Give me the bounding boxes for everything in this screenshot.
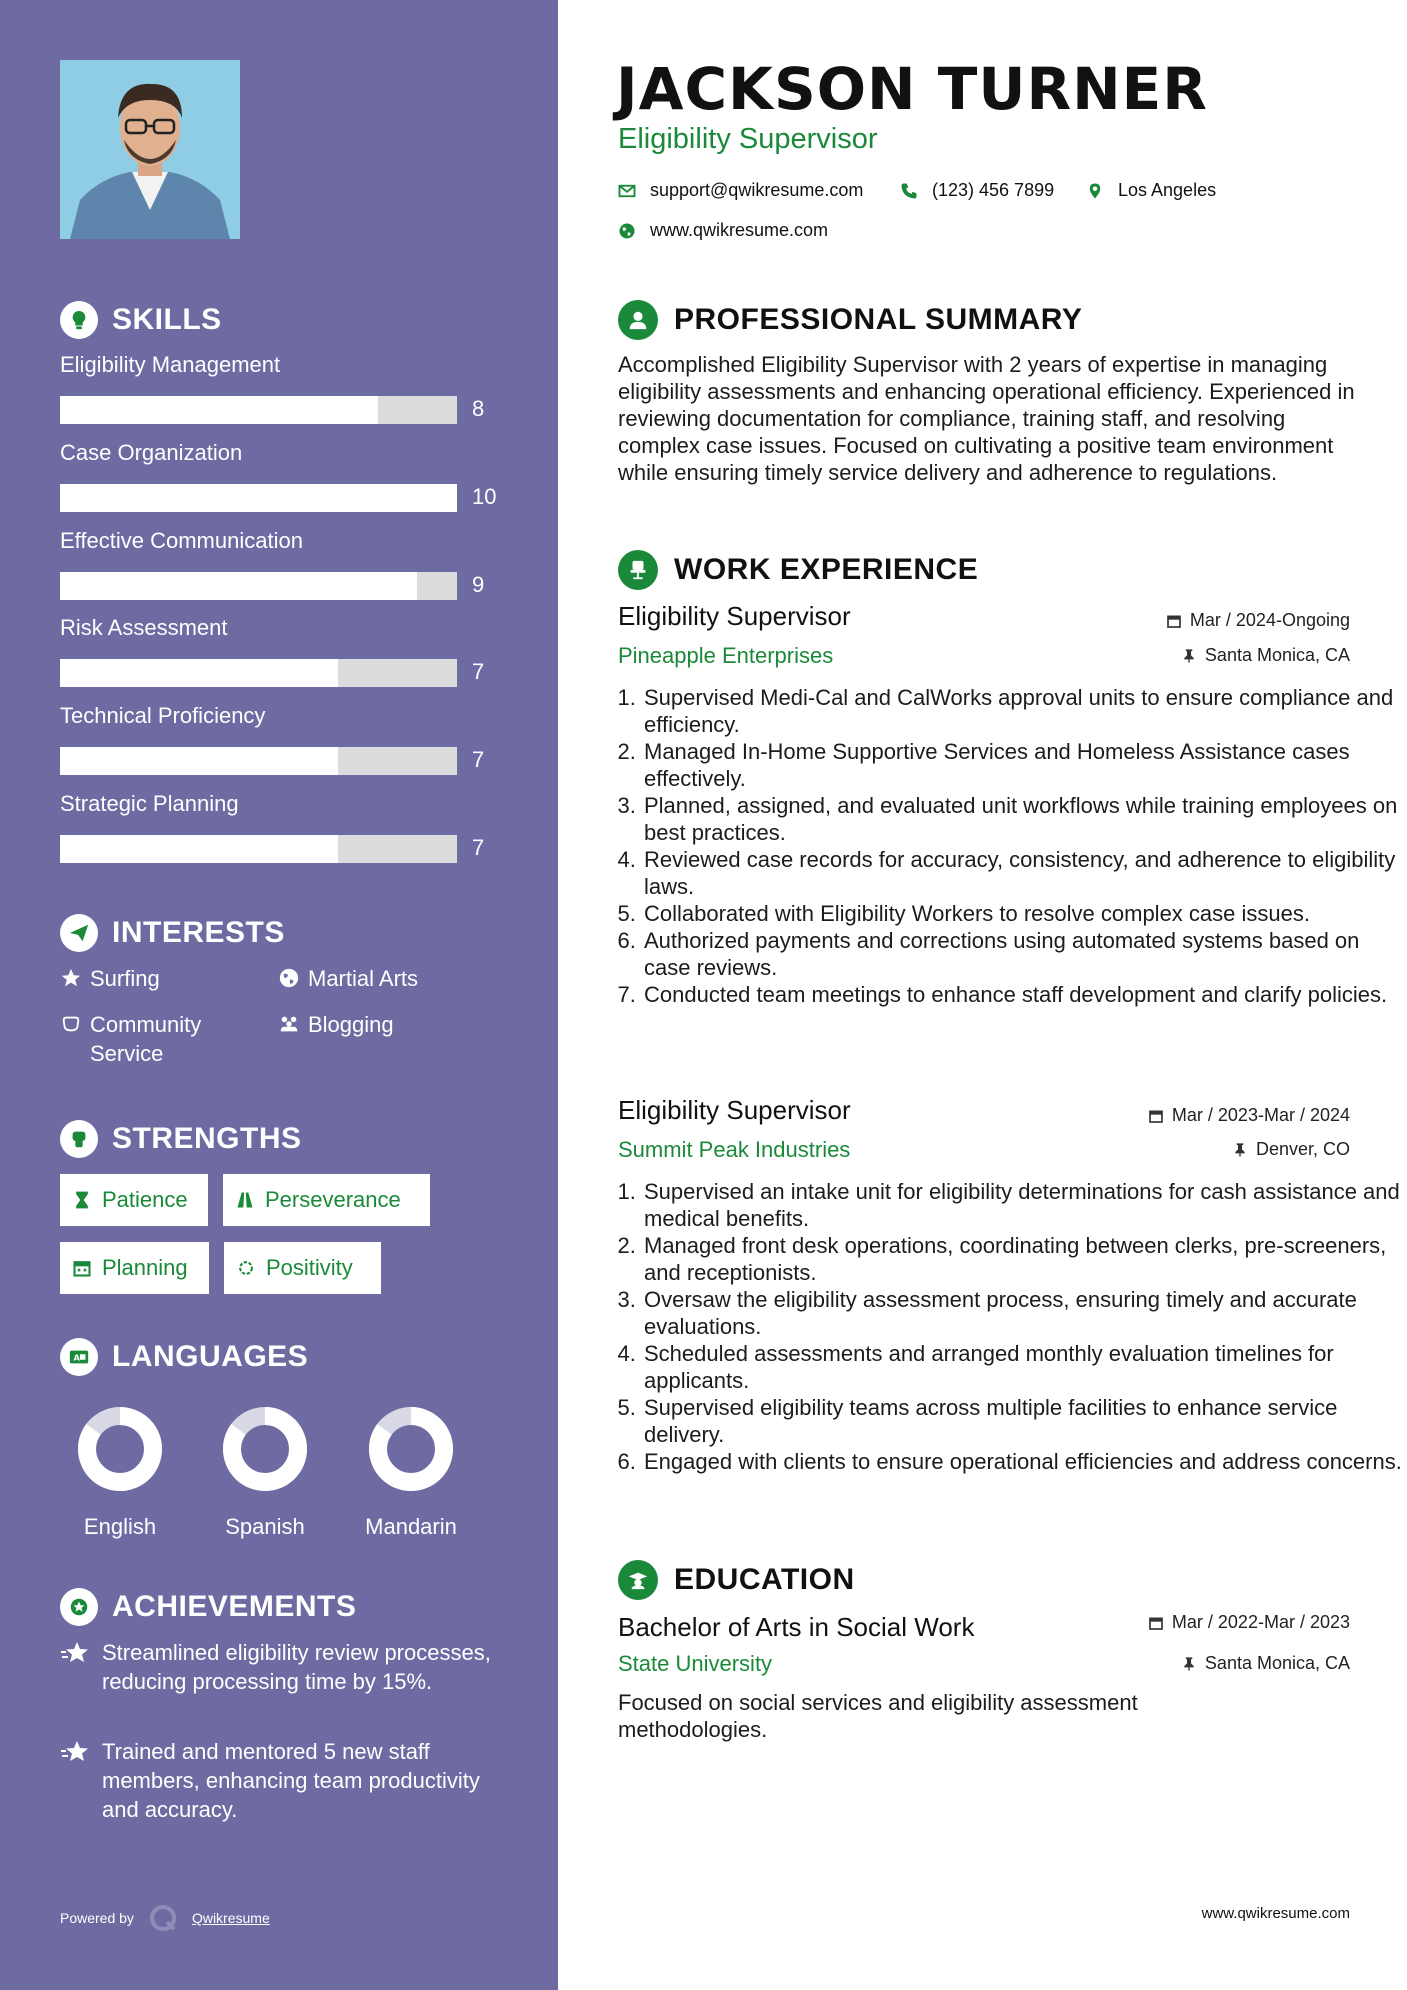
contact-location: Los Angeles [1086, 180, 1216, 201]
language-item [351, 1404, 471, 1540]
candidate-title: Eligibility Supervisor [618, 123, 878, 155]
pushpin-icon [1181, 648, 1197, 664]
job-dates: Mar / 2024-Ongoing [1166, 610, 1350, 631]
footer-website[interactable]: www.qwikresume.com [1201, 1905, 1350, 1922]
sidebar [0, 0, 558, 1990]
svg-text:A: A [73, 1352, 81, 1363]
strength-chip: Patience [60, 1174, 208, 1226]
skills-heading: SKILLS [60, 301, 222, 339]
language-label: Mandarin [365, 1514, 457, 1539]
main-content [558, 0, 1407, 1990]
contact-phone: (123) 456 7899 [900, 180, 1054, 201]
job-bullet: 3. Planned, assigned, and evaluated unit workflows while training employees on best practices. [642, 792, 1402, 846]
job-role: Eligibility Supervisor [618, 1095, 851, 1125]
strength-chip: Positivity [224, 1242, 381, 1294]
school: State University [618, 1651, 773, 1676]
contact-website: www.qwikresume.com [618, 220, 828, 241]
job-company: Pineapple Enterprises [618, 643, 834, 668]
lightbulb-icon [60, 301, 98, 339]
pushpin-icon [1232, 1142, 1248, 1158]
skill-bar [60, 747, 457, 775]
pushpin-icon [1181, 1656, 1197, 1672]
education-dates: Mar / 2022-Mar / 2023 [1148, 1612, 1350, 1633]
skill-bar-fill [60, 659, 338, 687]
achievements-heading: ACHIEVEMENTS [60, 1588, 356, 1626]
skill-bar [60, 835, 457, 863]
job-bullets [610, 1178, 1402, 1475]
star-burst-icon [60, 1739, 90, 1765]
candidate-name: JACKSON TURNER [616, 55, 1208, 123]
language-icon [60, 1338, 98, 1376]
job-bullet: 2. Managed front desk operations, coordinating between clerks, pre-screeners, and receptionists. [642, 1232, 1402, 1286]
hourglass-icon [72, 1190, 92, 1210]
skill-bar [60, 659, 457, 687]
education-heading: EDUCATION [618, 1560, 855, 1600]
globe-icon [278, 967, 300, 989]
hand-icon [60, 1013, 82, 1035]
education-description: Focused on social services and eligibility assessment methodologies. [618, 1690, 1138, 1742]
skill-bar [60, 484, 457, 512]
fist-icon [60, 1120, 98, 1158]
education-location: Santa Monica, CA [1181, 1653, 1350, 1674]
language-level-ring [75, 1404, 165, 1494]
skill-bar [60, 572, 457, 600]
powered-by: Powered by Qwikresume [60, 1903, 270, 1933]
language-item [205, 1404, 325, 1540]
language-level-ring [220, 1404, 310, 1494]
job-bullet: 1. Supervised Medi-Cal and CalWorks approval units to ensure compliance and efficiency. [642, 684, 1402, 738]
interests-heading: INTERESTS [60, 914, 285, 952]
summary-heading: PROFESSIONAL SUMMARY [618, 300, 1082, 340]
skill-item [60, 528, 500, 597]
degree: Bachelor of Arts in Social Work [618, 1612, 975, 1642]
job-location: Denver, CO [1232, 1139, 1350, 1160]
language-level-ring [366, 1404, 456, 1494]
language-label: English [83, 1514, 157, 1539]
skill-label: Effective Communication [60, 528, 303, 553]
skill-item [60, 791, 500, 860]
language-item [60, 1404, 180, 1540]
job-bullet: 7. Conducted team meetings to enhance staff development and clarify policies. [642, 981, 1402, 1008]
job-bullet: 6. Engaged with clients to ensure operational efficiencies and address concerns. [642, 1448, 1402, 1475]
chair-icon [618, 550, 658, 590]
skill-value: 7 [472, 835, 485, 860]
skill-value: 10 [472, 484, 497, 509]
achievement-item: Streamlined eligibility review processes, reducing processing time by 15%. [60, 1638, 500, 1696]
achievement-item: Trained and mentored 5 new staff members, enhancing team productivity and accuracy. [60, 1737, 500, 1824]
qwikresume-link[interactable]: Qwikresume [191, 1910, 270, 1926]
skill-value: 9 [472, 572, 485, 597]
qwikresume-logo-icon [148, 1903, 178, 1933]
job-location: Santa Monica, CA [1181, 645, 1350, 666]
skill-bar-fill [60, 747, 338, 775]
skill-item [60, 352, 500, 421]
contact-email: support@qwikresume.com [618, 180, 863, 201]
skill-label: Risk Assessment [60, 615, 228, 640]
sun-icon [236, 1258, 256, 1278]
phone-icon [900, 182, 918, 200]
skill-label: Eligibility Management [60, 352, 281, 377]
job-bullet: 2. Managed In-Home Supportive Services and Homeless Assistance cases effectively. [642, 738, 1402, 792]
calendar-icon [72, 1258, 92, 1278]
skill-item [60, 615, 500, 684]
graduate-icon [618, 1560, 658, 1600]
users-icon [278, 1013, 300, 1035]
profile-photo [60, 60, 240, 239]
job-bullet: 6. Authorized payments and corrections using automated systems based on case reviews. [642, 927, 1402, 981]
interest-item: Blogging [278, 1010, 518, 1039]
interest-item: Surfing [60, 964, 260, 993]
job-bullets [610, 684, 1402, 1008]
job-bullet: 1. Supervised an intake unit for eligibility determinations for cash assistance and medical benefits. [642, 1178, 1402, 1232]
job-role: Eligibility Supervisor [618, 601, 851, 631]
calendar-icon [1148, 1615, 1164, 1631]
summary-text: Accomplished Eligibility Supervisor with 2 years of expertise in managing eligibility assessments and enhancing operational efficiency. Experienced in reviewing documentation for compliance, training staff, and resolving complex case issues. Focused on cultivating a positive team environment while ensuring timely service delivery and adherence to regulations. [618, 352, 1355, 485]
skill-value: 8 [472, 396, 485, 421]
job-company: Summit Peak Industries [618, 1137, 851, 1162]
language-label: Spanish [225, 1514, 305, 1539]
job-bullet: 4. Reviewed case records for accuracy, consistency, and adherence to eligibility laws. [642, 846, 1402, 900]
star-burst-icon [60, 1640, 90, 1666]
strengths-heading: STRENGTHS [60, 1120, 302, 1158]
skill-item [60, 440, 500, 509]
calendar-icon [1148, 1108, 1164, 1124]
skill-label: Case Organization [60, 440, 243, 465]
job-bullet: 3. Oversaw the eligibility assessment process, ensuring timely and accurate evaluations. [642, 1286, 1402, 1340]
interest-item: Community Service [60, 1010, 260, 1068]
globe-icon [618, 222, 636, 240]
map-pin-icon [1086, 182, 1104, 200]
skill-bar-fill [60, 396, 378, 424]
calendar-icon [1166, 613, 1182, 629]
strength-chip: Perseverance [223, 1174, 430, 1226]
skill-bar [60, 396, 457, 424]
skill-bar-fill [60, 484, 457, 512]
star-icon [60, 967, 82, 989]
paper-plane-icon [60, 914, 98, 952]
road-icon [235, 1190, 255, 1210]
skill-label: Technical Proficiency [60, 703, 266, 728]
skill-bar-fill [60, 835, 338, 863]
skill-bar-fill [60, 572, 417, 600]
job-bullet: 5. Collaborated with Eligibility Workers to resolve complex case issues. [642, 900, 1402, 927]
envelope-icon [618, 182, 636, 200]
skill-item [60, 703, 500, 772]
user-icon [618, 300, 658, 340]
medal-icon [60, 1588, 98, 1626]
job-bullet: 4. Scheduled assessments and arranged monthly evaluation timelines for applicants. [642, 1340, 1402, 1394]
job-bullet: 5. Supervised eligibility teams across multiple facilities to enhance service delivery. [642, 1394, 1402, 1448]
job-dates: Mar / 2023-Mar / 2024 [1148, 1105, 1350, 1126]
experience-heading: WORK EXPERIENCE [618, 550, 978, 590]
languages-heading: A LANGUAGES [60, 1338, 308, 1376]
strength-chip: Planning [60, 1242, 209, 1294]
skill-value: 7 [472, 747, 485, 772]
skill-label: Strategic Planning [60, 791, 239, 816]
interest-item: Martial Arts [278, 964, 518, 993]
skill-value: 7 [472, 659, 485, 684]
